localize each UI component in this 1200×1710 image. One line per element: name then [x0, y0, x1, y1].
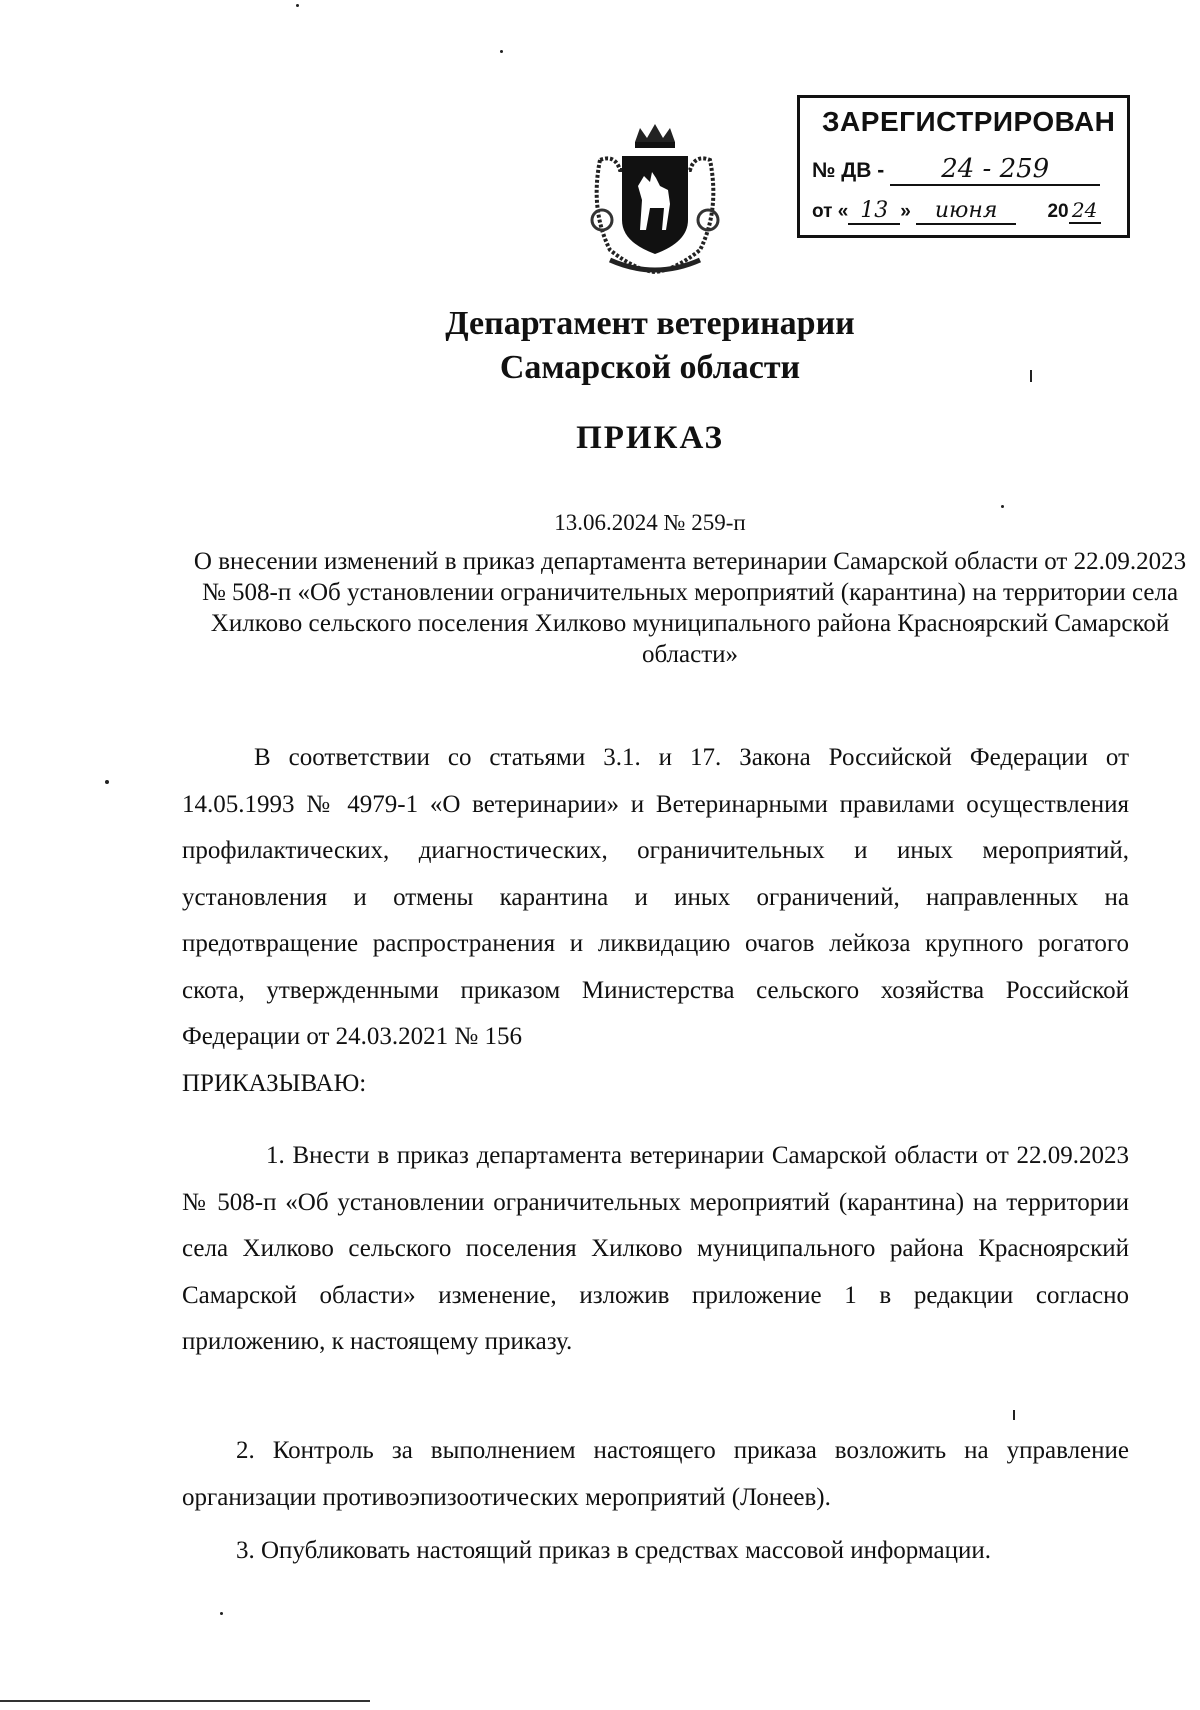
- stamp-date-day: 13: [848, 198, 900, 225]
- stamp-date-year-prefix: 20: [1047, 201, 1069, 222]
- stamp-number-row: [812, 154, 1100, 186]
- stamp-date-year-suffix: 24: [1069, 198, 1101, 224]
- registration-stamp: [797, 95, 1130, 238]
- order-word: ПРИКАЗЫВАЮ:: [182, 1069, 367, 1097]
- scan-speck: [500, 50, 503, 53]
- preamble-block: [182, 735, 1129, 1107]
- scan-speck: [1030, 370, 1032, 382]
- stamp-date-row: [812, 198, 1101, 225]
- scan-speck: [1013, 1410, 1015, 1420]
- stamp-number-value: 24 - 259: [890, 154, 1100, 186]
- preamble-text: В соответствии со статьями 3.1. и 17. Закона Российской Федерации от 14.05.1993 № 4979-1 «О ветеринарии» и Ветеринарными правилами осуществления профилактических, диагностических, ограничительных и иных мероприятий, установления и отмены карантина и иных ограничений, направленных на предотвращение распространения и ликвидацию очагов лейкоза крупного рогатого скота, утвержденными приказом Министерства сельского хозяйства Российской Федерации от 24.03.2021 № 156: [182, 744, 1129, 1050]
- scan-speck: [220, 1612, 223, 1615]
- document-number: 13.06.2024 № 259-п: [554, 510, 746, 535]
- org-name-line2: Самарской области: [499, 349, 801, 386]
- document-subject: О внесении изменений в приказ департамента ветеринарии Самарской области от 22.09.2023 № 508-п «Об установлении ограничительных мероприятий (карантина) на территории села Хилково сельского поселения Хилково муниципального района Красноярский Самарской области»: [193, 548, 1187, 668]
- document-type: ПРИКАЗ: [576, 420, 724, 456]
- org-name-line1: Департамент ветеринарии: [445, 305, 855, 342]
- scan-speck: [1001, 505, 1004, 508]
- stamp-date-prefix: от «: [812, 201, 849, 222]
- scan-edge-line: [0, 1700, 370, 1702]
- stamp-date-mid: »: [900, 201, 911, 222]
- scan-speck: [296, 4, 299, 7]
- stamp-title: ЗАРЕГИСТРИРОВАН: [822, 106, 1116, 137]
- order-item-3: 3. Опубликовать настоящий приказ в средствах массовой информации.: [236, 1537, 992, 1564]
- stamp-date-month: июня: [916, 198, 1016, 225]
- order-item-2: 2. Контроль за выполнением настоящего приказа возложить на управление организации противоэпизоотических мероприятий (Лонеев).: [182, 1437, 1129, 1511]
- scan-speck: [105, 780, 109, 784]
- order-item-1: 1. Внести в приказ департамента ветеринарии Самарской области от 22.09.2023 № 508-п «Об установлении ограничительных мероприятий (карантина) на территории села Хилково сельского поселения Хилково муниципального района Красноярский Самарской области» изменение, изложив приложение 1 в редакции согласно приложению, к настоящему приказу.: [182, 1142, 1129, 1355]
- stamp-number-label: № ДВ -: [812, 159, 885, 182]
- coat-of-arms-icon: [580, 120, 730, 280]
